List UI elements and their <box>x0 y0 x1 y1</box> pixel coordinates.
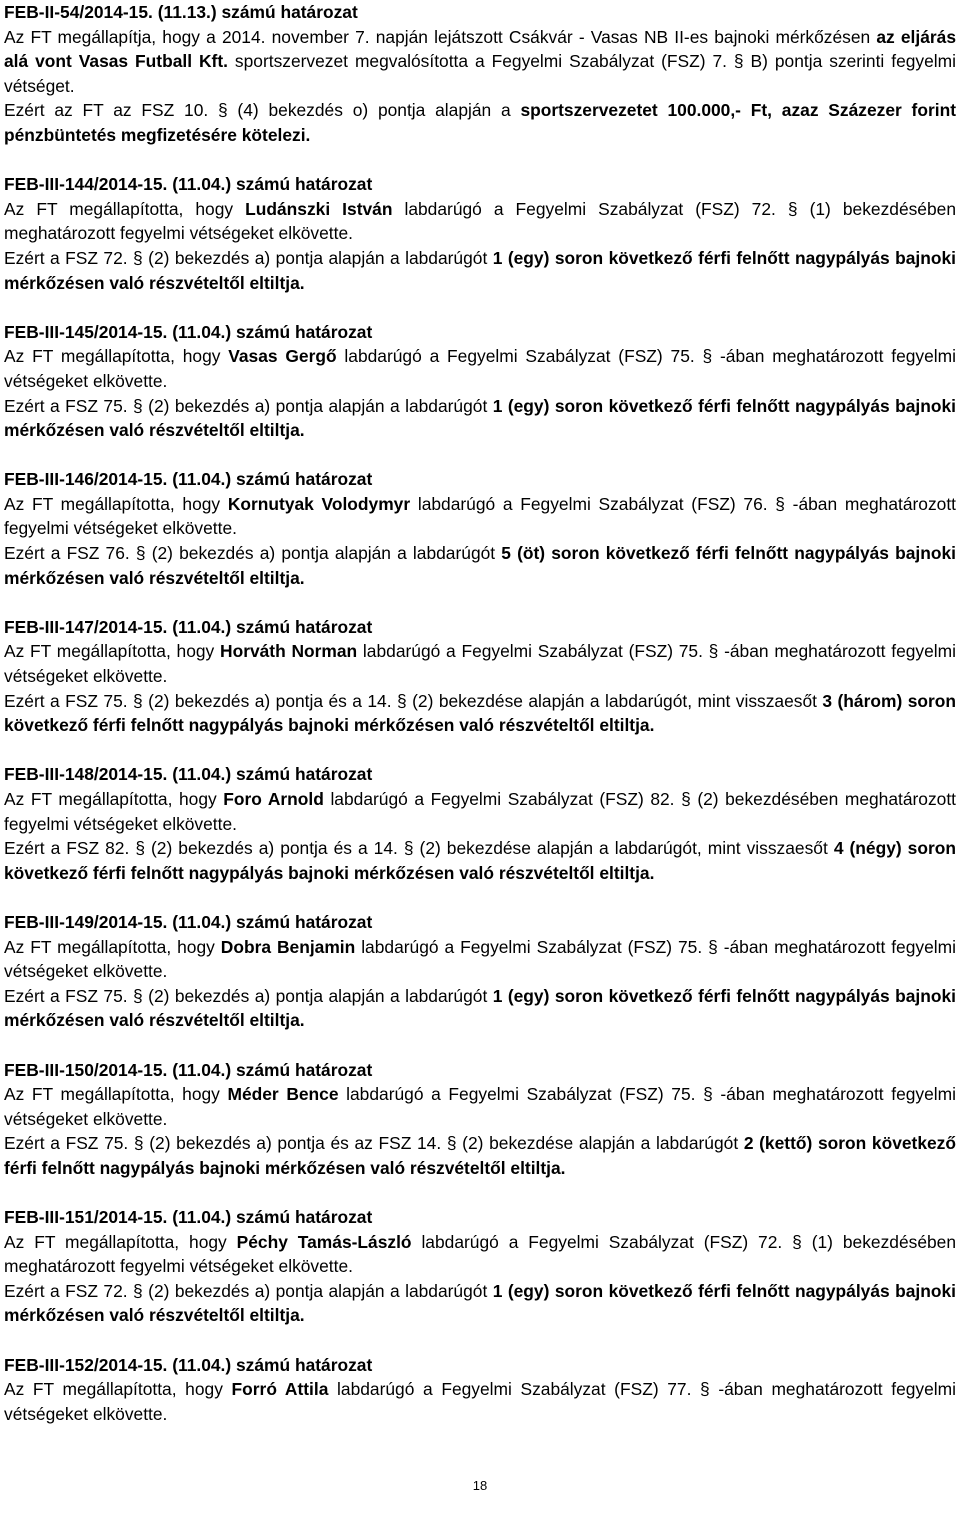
bold-text: 1 (egy) soron következő férfi felnőtt nagypályás bajnoki mérkőzésen való részvételtől eltiltja. <box>4 1280 956 1326</box>
body-text: Az FT megállapította, hogy <box>4 493 228 514</box>
decision-paragraph <box>4 1230 956 1279</box>
decision-paragraph <box>4 935 956 984</box>
body-text: Az FT megállapította, hogy <box>4 1379 232 1400</box>
body-text: Az FT megállapította, hogy <box>4 641 221 662</box>
decision-heading: FEB-III-149/2014-15. (11.04.) számú határozat <box>4 911 373 932</box>
decision-paragraph <box>4 25 956 99</box>
bold-text: Ludánszki István <box>245 198 393 219</box>
body-text: Az FT megállapította, hogy <box>4 346 229 367</box>
decision-paragraph <box>4 1082 956 1131</box>
document-page <box>4 0 956 1426</box>
bold-text: Forró Attila <box>231 1379 329 1400</box>
decision-paragraph <box>4 787 956 836</box>
decision-heading: FEB-II-54/2014-15. (11.13.) számú határozat <box>4 2 358 22</box>
body-text: Az FT megállapította, hogy <box>4 198 246 219</box>
decision-section <box>4 1205 956 1328</box>
body-text: sportszervezet megvalósította a Fegyelmi Szabályzat (FSZ) 7. § B) pontja szerinti fegyelmi vétséget. <box>4 51 956 96</box>
bold-text: Foro Arnold <box>223 789 324 809</box>
decision-heading: FEB-III-150/2014-15. (11.04.) számú határozat <box>4 1059 373 1080</box>
bold-text: 1 (egy) soron következő férfi felnőtt nagypályás bajnoki mérkőzésen való részvételtől eltiltja. <box>4 247 956 293</box>
bold-text: az eljárás alá vont Vasas Futball Kft. <box>4 26 956 72</box>
decision-heading: FEB-III-148/2014-15. (11.04.) számú határozat <box>4 764 373 785</box>
body-text: labdarúgó a Fegyelmi Szabályzat (FSZ) 75. § -ában meghatározott fegyelmi vétségeket elkövette. <box>4 346 957 391</box>
bold-text: Vasas Gergő <box>228 346 337 367</box>
body-text: labdarúgó a Fegyelmi Szabályzat (FSZ) 77. § -ában meghatározott fegyelmi vétségeket elkövette. <box>4 1379 956 1424</box>
body-text: Az FT megállapította, hogy <box>4 789 224 809</box>
body-text: Ezért a FSZ 75. § (2) bekezdés a) pontja alapján a labdarúgót <box>4 985 493 1006</box>
bold-text: 3 (három) soron következő férfi felnőtt nagypályás bajnoki mérkőzésen való részvételtől eltiltja. <box>4 690 956 736</box>
body-text: labdarúgó a Fegyelmi Szabályzat (FSZ) 75. § -ában meghatározott fegyelmi vétségeket elkövette. <box>4 1084 957 1129</box>
bold-text: 4 (négy) soron következő férfi felnőtt nagypályás bajnoki mérkőzésen való részvételtől eltiltja. <box>4 838 956 883</box>
bold-text: Dobra Benjamin <box>220 936 356 957</box>
bold-text: 5 (öt) soron következő férfi felnőtt nagypályás bajnoki mérkőzésen való részvételtől eltiltja. <box>4 543 956 588</box>
bold-text: 1 (egy) soron következő férfi felnőtt nagypályás bajnoki mérkőzésen való részvételtől eltiltja. <box>4 985 956 1031</box>
body-text: labdarúgó a Fegyelmi Szabályzat (FSZ) 75. § -ában meghatározott fegyelmi vétségeket elkövette. <box>4 936 956 982</box>
decision-paragraph <box>4 836 956 885</box>
bold-text: Horváth Norman <box>220 641 358 662</box>
decision-paragraph <box>4 541 956 590</box>
body-text: Az FT megállapította, hogy <box>4 936 221 957</box>
decision-paragraph <box>4 344 956 393</box>
bold-text: Méder Bence <box>227 1084 339 1105</box>
body-text: Ezért a FSZ 75. § (2) bekezdés a) pontja és az FSZ 14. § (2) bekezdése alapján a labdarúgót <box>4 1133 744 1154</box>
decision-section <box>4 467 956 590</box>
body-text: Ezért az FT az FSZ 10. § (4) bekezdés o) pontja alapján a <box>4 100 521 121</box>
decision-section <box>4 615 956 738</box>
decision-paragraph <box>4 246 956 295</box>
decision-paragraph <box>4 1131 956 1180</box>
decision-paragraph <box>4 639 956 688</box>
decision-heading: FEB-III-147/2014-15. (11.04.) számú határozat <box>4 616 373 637</box>
bold-text: 2 (kettő) soron következő férfi felnőtt nagypályás bajnoki mérkőzésen való részvételtől eltiltja. <box>4 1133 956 1178</box>
bold-text: sportszervezetet 100.000,- Ft, azaz Százezer forint pénzbüntetés megfizetésére kötelezi. <box>4 100 956 145</box>
body-text: Ezért a FSZ 82. § (2) bekezdés a) pontja és a 14. § (2) bekezdése alapján a labdarúgót, mint visszaesőt <box>4 838 834 859</box>
decision-section <box>4 762 956 885</box>
body-text: Ezért a FSZ 75. § (2) bekezdés a) pontja és a 14. § (2) bekezdése alapján a labdarúgót, mint visszaesőt <box>4 690 823 711</box>
body-text: Ezért a FSZ 72. § (2) bekezdés a) pontja alapján a labdarúgót <box>4 247 493 268</box>
decision-heading: FEB-III-151/2014-15. (11.04.) számú határozat <box>4 1207 373 1228</box>
decision-heading: FEB-III-145/2014-15. (11.04.) számú határozat <box>4 321 373 342</box>
decision-section <box>4 910 956 1033</box>
decision-section <box>4 1058 956 1181</box>
bold-text: Péchy Tamás-László <box>236 1231 412 1252</box>
decision-paragraph <box>4 394 956 443</box>
body-text: Ezért a FSZ 76. § (2) bekezdés a) pontja alapján a labdarúgót <box>4 543 502 564</box>
bold-text: 1 (egy) soron következő férfi felnőtt nagypályás bajnoki mérkőzésen való részvételtől eltiltja. <box>4 395 956 441</box>
body-text: labdarúgó a Fegyelmi Szabályzat (FSZ) 75. § -ában meghatározott fegyelmi vétségeket elkövette. <box>4 641 956 687</box>
body-text: Ezért a FSZ 75. § (2) bekezdés a) pontja alapján a labdarúgót <box>4 395 493 416</box>
bold-text: Kornutyak Volodymyr <box>227 493 411 514</box>
decision-list <box>4 0 956 1426</box>
decision-section <box>4 1353 956 1427</box>
body-text: Az FT megállapította, hogy <box>4 1231 237 1252</box>
body-text: Az FT megállapítja, hogy a 2014. november 7. napján lejátszott Csákvár - Vasas NB II-es bajnoki mérkőzésen <box>4 26 877 47</box>
decision-paragraph <box>4 197 956 246</box>
decision-paragraph <box>4 492 956 541</box>
page-number: 18 <box>472 1478 488 1493</box>
decision-section <box>4 320 956 443</box>
decision-heading: FEB-III-152/2014-15. (11.04.) számú határozat <box>4 1354 373 1375</box>
decision-paragraph <box>4 984 956 1033</box>
decision-paragraph <box>4 1377 956 1426</box>
decision-heading: FEB-III-146/2014-15. (11.04.) számú határozat <box>4 469 373 490</box>
decision-paragraph <box>4 98 956 147</box>
decision-section <box>4 0 956 148</box>
body-text: Ezért a FSZ 72. § (2) bekezdés a) pontja alapján a labdarúgót <box>4 1280 493 1301</box>
body-text: labdarúgó a Fegyelmi Szabályzat (FSZ) 72. § (1) bekezdésében meghatározott fegyelmi vétségeket elkövette. <box>4 198 956 244</box>
body-text: Az FT megállapította, hogy <box>4 1084 228 1105</box>
body-text: labdarúgó a Fegyelmi Szabályzat (FSZ) 72. § (1) bekezdésében meghatározott fegyelmi vétségeket elkövette. <box>4 1231 957 1277</box>
decision-section <box>4 172 956 295</box>
body-text: labdarúgó a Fegyelmi Szabályzat (FSZ) 76. § -ában meghatározott fegyelmi vétségeket elkövette. <box>4 493 957 539</box>
decision-paragraph <box>4 689 956 738</box>
decision-paragraph <box>4 1279 956 1328</box>
decision-heading: FEB-III-144/2014-15. (11.04.) számú határozat <box>4 174 373 195</box>
body-text: labdarúgó a Fegyelmi Szabályzat (FSZ) 82. § (2) bekezdésében meghatározott fegyelmi vétségeket elkövette. <box>4 789 957 834</box>
